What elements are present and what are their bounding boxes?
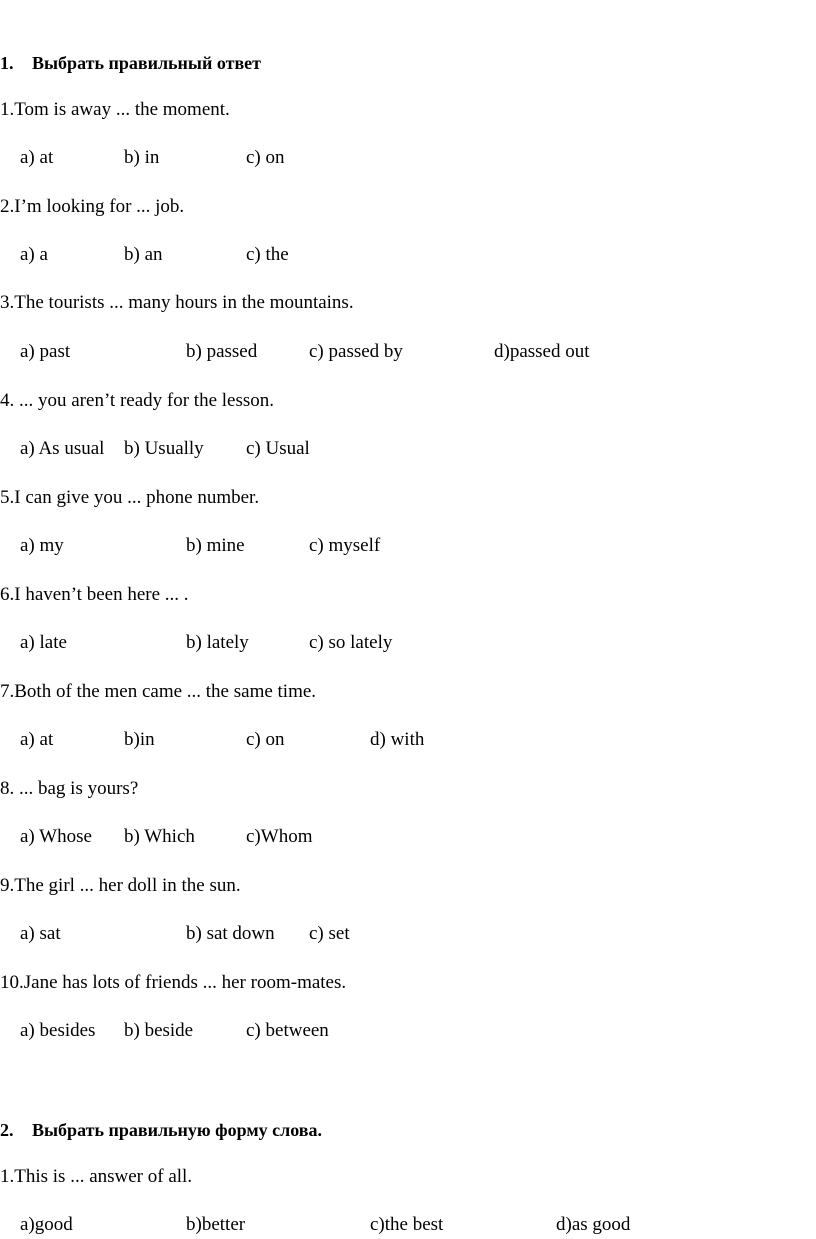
answer-option: b)in: [124, 729, 155, 750]
answer-option: b) lately: [186, 632, 249, 653]
answer-option: b)better: [186, 1214, 246, 1235]
answer-option: b) mine: [186, 535, 245, 556]
question-text: 4. ... you aren’t ready for the lesson.: [0, 390, 275, 411]
question-text: 8. ... bag is yours?: [0, 778, 139, 799]
section-number: 1.: [0, 53, 14, 73]
answer-option: a) late: [20, 632, 67, 653]
answer-option: b) passed: [186, 341, 258, 362]
question-text: 5.I can give you ... phone number.: [0, 487, 260, 508]
answer-option: a) at: [20, 729, 54, 750]
answer-option: b) Usually: [124, 438, 204, 459]
question-text: 2.I’m looking for ... job.: [0, 196, 185, 217]
answer-option: b) an: [124, 244, 163, 265]
answer-option: a) my: [20, 535, 64, 556]
answer-option: a)good: [20, 1214, 73, 1235]
answer-option: a) at: [20, 147, 54, 168]
answer-option: c) so lately: [309, 632, 393, 653]
answer-option: c) on: [246, 729, 285, 750]
question-text: 7.Both of the men came ... the same time.: [0, 681, 317, 702]
answer-option: c) passed by: [309, 341, 403, 362]
answer-option: d)as good: [556, 1214, 631, 1235]
answer-option: b) Which: [124, 826, 195, 847]
section-title: Выбрать правильную форму слова.: [32, 1120, 322, 1140]
answer-option: c) Usual: [246, 438, 310, 459]
answer-option: d) with: [370, 729, 425, 750]
answer-option: b) in: [124, 147, 160, 168]
answer-option: c) set: [309, 923, 350, 944]
question-text: 6.I haven’t been here ... .: [0, 584, 189, 605]
answer-option: c) myself: [309, 535, 381, 556]
answer-option: c) the: [246, 244, 289, 265]
answer-option: a) a: [20, 244, 48, 265]
answer-option: a) past: [20, 341, 71, 362]
answer-option: b) beside: [124, 1020, 194, 1041]
answer-option: c)Whom: [246, 826, 313, 847]
answer-option: c) between: [246, 1020, 329, 1041]
question-text: 3.The tourists ... many hours in the mountains.: [0, 292, 354, 313]
answer-option: a) sat: [20, 923, 61, 944]
answer-option: a) Whose: [20, 826, 92, 847]
answer-option: a) besides: [20, 1020, 96, 1041]
answer-option: d)passed out: [494, 341, 590, 362]
answer-option: c)the best: [370, 1214, 444, 1235]
question-text: 1.This is ... answer of all.: [0, 1166, 193, 1187]
question-text: 9.The girl ... her doll in the sun.: [0, 875, 241, 896]
answer-option: a) As usual: [20, 438, 105, 459]
section-title: Выбрать правильный ответ: [32, 53, 262, 73]
answer-option: c) on: [246, 147, 285, 168]
question-text: 10.Jane has lots of friends ... her room-mates.: [0, 972, 347, 993]
section-number: 2.: [0, 1120, 14, 1140]
question-text: 1.Tom is away ... the moment.: [0, 99, 230, 120]
answer-option: b) sat down: [186, 923, 275, 944]
